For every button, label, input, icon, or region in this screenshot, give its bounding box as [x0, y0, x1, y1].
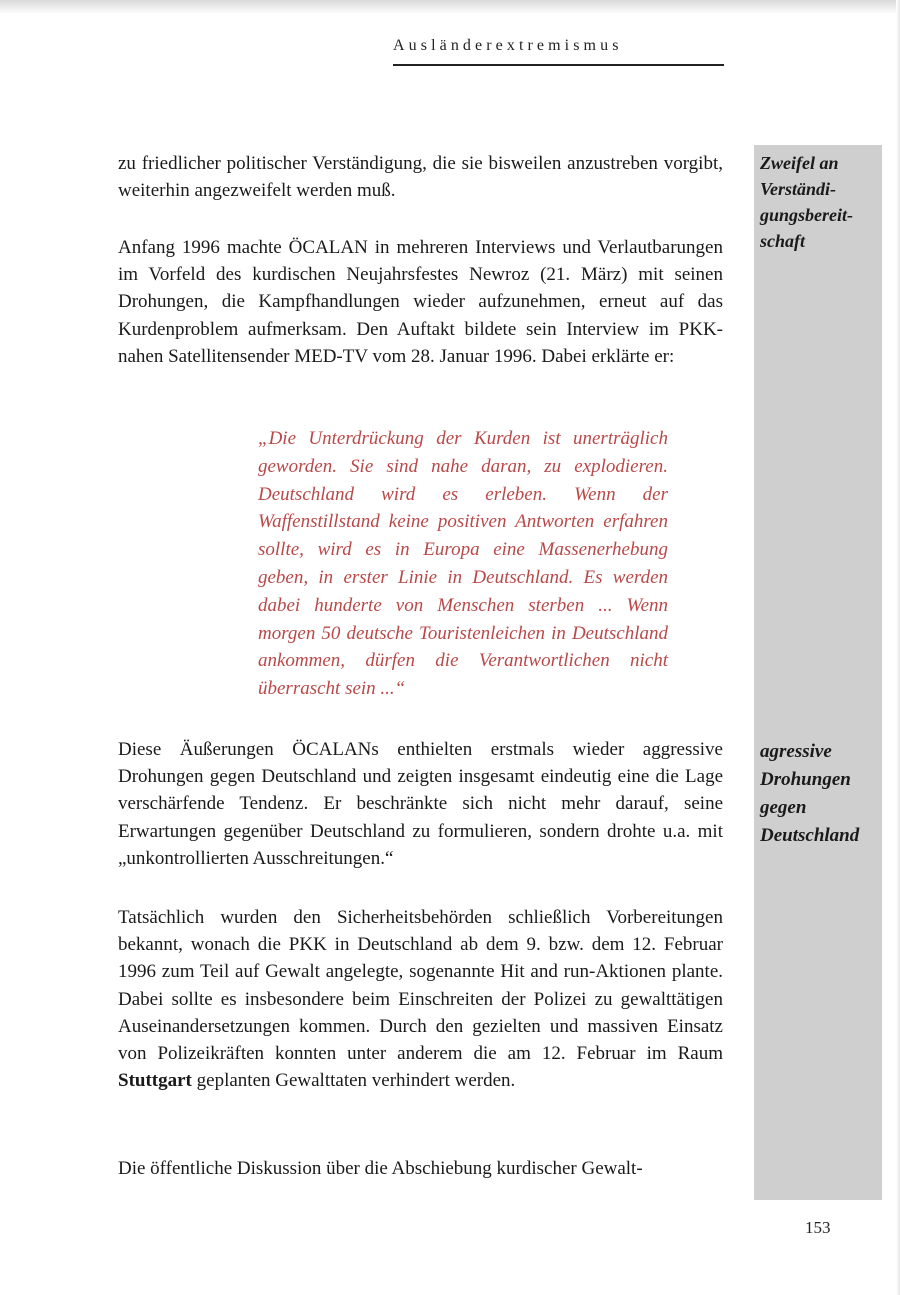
running-header: Ausländerextremismus	[393, 37, 623, 54]
bold-location-stuttgart: Stuttgart	[118, 1070, 192, 1092]
margin-column	[754, 145, 882, 1200]
header-rule	[393, 64, 724, 66]
paragraph-2: Anfang 1996 machte ÖCALAN in mehreren Interviews und Verlautbarungen im Vorfeld des kurdischen Neujahrsfestes Newroz (21. März) mit seinen Drohungen, die Kampfhandlungen wieder aufzunehmen, erneut auf das Kurdenproblem aufmerksam. Den Auftakt bildete sein Interview im PKK-nahen Satellitensender MED-TV vom 28. Januar 1996. Dabei erklärte er:	[118, 237, 723, 367]
paragraph-1: zu friedlicher politischer Verständigung, die sie bisweilen anzustreben vorgibt, weiterhin angezweifelt werden muß.	[118, 153, 723, 202]
paragraph-4-text-a: Tatsächlich wurden den Sicherheitsbehörden schließlich Vorbereitungen bekannt, wonach die PKK in Deutschland ab dem 9. bzw. dem 12. Februar 1996 zum Teil auf Gewalt angelegte, sogenannte Hit and run-Aktionen plante. Dabei sollte es insbesondere beim Einschreiten der Polizei zu gewalttätigen Auseinandersetzungen kommen. Durch den gezielten und massiven Einsatz von Polizeikräften konnten unter anderem die am 12. Februar im Raum	[118, 907, 723, 1065]
block-quote: „Die Unterdrückung der Kurden ist unerträglich geworden. Sie sind nahe daran, zu explodieren. Deutschland wird es erleben. Wenn der Waffenstillstand keine positiven Antworten erfahren sollte, wird es in Europa eine Massenerhebung geben, in erster Linie in Deutschland. Es werden dabei hunderte von Menschen sterben ... Wenn morgen 50 deutsche Touristenleichen in Deutschland ankommen, dürfen die Verantwortlichen nicht überrascht sein ...“	[258, 428, 668, 700]
paragraph-3: Diese Äußerungen ÖCALANs enthielten erstmals wieder aggressive Drohungen gegen Deutschland und zeigten insgesamt eindeutig eine die Lage verschärfende Tendenz. Er beschränkte sich nicht mehr darauf, seine Erwartungen gegenüber Deutschland zu formulieren, sondern drohte u.a. mit „unkontrollierten Ausschreitungen.“	[118, 739, 723, 869]
paragraph-4	[118, 904, 723, 1094]
margin-note-zweifel: Zweifel an Verständi-gungsbereit-schaft	[760, 153, 854, 251]
paragraph-5: Die öffentliche Diskussion über die Abschiebung kurdischer Gewalt-	[118, 1158, 643, 1179]
scan-right-edge	[896, 0, 900, 1295]
scan-top-shadow	[0, 0, 900, 14]
paragraph-4-text-b: geplanten Gewalttaten verhindert werden.	[196, 1070, 516, 1092]
margin-note-drohungen: agressive Drohungen gegen Deutschland	[760, 741, 860, 846]
page-number: 153	[805, 1218, 831, 1237]
